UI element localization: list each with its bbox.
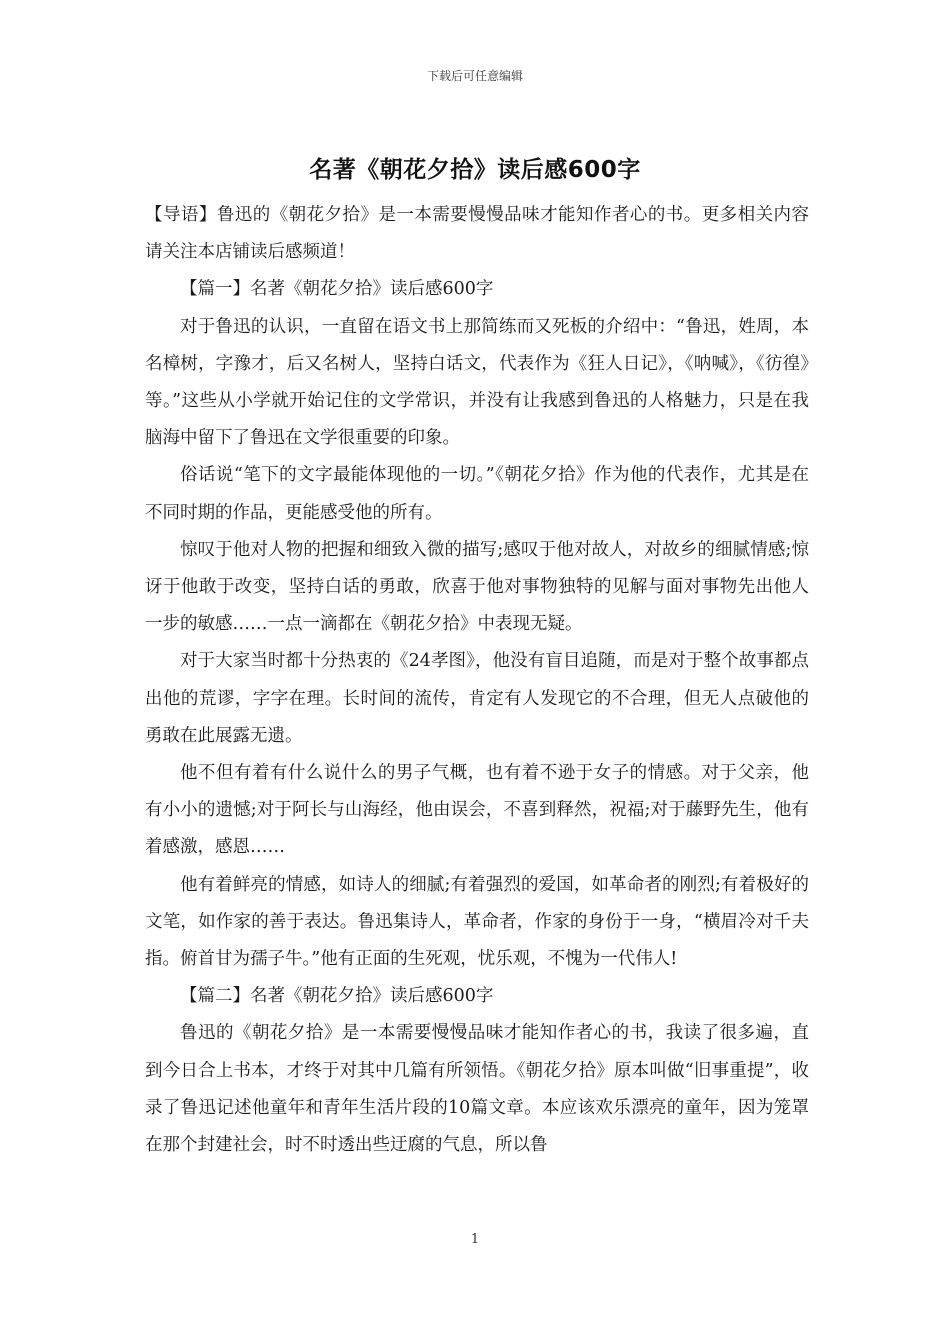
page-header: 下载后可任意编辑 [426, 69, 523, 83]
body-paragraph: 对于鲁迅的认识，一直留在语文书上那简练而又死板的介绍中：“鲁迅，姓周，本名樟树，字豫才，后又名树人，坚持白话文，代表作为《狂人日记》，《呐喊》，《彷徨》等。”这些从小学就开始记住的文学常识，并没有让我感到鲁迅的人格魅力，只是在我脑海中留下了鲁迅在文学很重要的印象。 [145, 316, 809, 449]
body-paragraph: 对于大家当时都十分热衷的《24孝图》，他没有盲目追随，而是对于整个故事都点出他的荒谬，字字在理。长时间的流传，肯定有人发现它的不合理，但无人点破他的勇敢在此展露无遗。 [145, 651, 809, 746]
body-paragraph: 鲁迅的《朝花夕拾》是一本需要慢慢品味才能知作者心的书，我读了很多遍，直到今日合上书本，才终于对其中几篇有所领悟。《朝花夕拾》原本叫做“旧事重提”，收录了鲁迅记述他童年和青年生活片段的10篇文章。本应该欢乐漂亮的童年，因为笼罩在那个封建社会，时不时透出些迂腐的气息，所以鲁 [145, 1023, 809, 1156]
document-body [145, 197, 809, 1164]
body-paragraph: 他不但有着有什么说什么的男子气概，也有着不逊于女子的情感。对于父亲，他有小小的遗憾;对于阿长与山海经，他由误会，不喜到释然，祝福;对于藤野先生，他有着感激，感恩…… [145, 763, 809, 858]
body-paragraph: 惊叹于他对人物的把握和细致入微的描写;感叹于他对故人，对故乡的细腻情感;惊讶于他敢于改变，坚持白话的勇敢，欣喜于他对事物独特的见解与面对事物先出他人一步的敏感……一点一滴都在《朝花夕拾》中表现无疑。 [145, 539, 809, 635]
page-number: 1 [470, 1232, 480, 1247]
document-title: 名著《朝花夕拾》读后感600字 [309, 157, 641, 183]
section-heading-1: 【篇一】名著《朝花夕拾》读后感600字 [180, 279, 494, 300]
intro-paragraph: 【导语】鲁迅的《朝花夕拾》是一本需要慢慢品味才能知作者心的书。更多相关内容请关注本店铺读后感频道！ [145, 205, 809, 263]
section-heading-2: 【篇二】名著《朝花夕拾》读后感600字 [180, 986, 494, 1007]
body-paragraph: 俗话说“笔下的文字最能体现他的一切。”《朝花夕拾》作为他的代表作，尤其是在不同时期的作品，更能感受他的所有。 [145, 465, 809, 523]
body-paragraph: 他有着鲜亮的情感，如诗人的细腻;有着强烈的爱国，如革命者的刚烈;有着极好的文笔，如作家的善于表达。鲁迅集诗人，革命者，作家的身份于一身，“横眉冷对千夫指。俯首甘为孺子牛。”他有正面的生死观，忧乐观，不愧为一代伟人! [145, 874, 809, 970]
